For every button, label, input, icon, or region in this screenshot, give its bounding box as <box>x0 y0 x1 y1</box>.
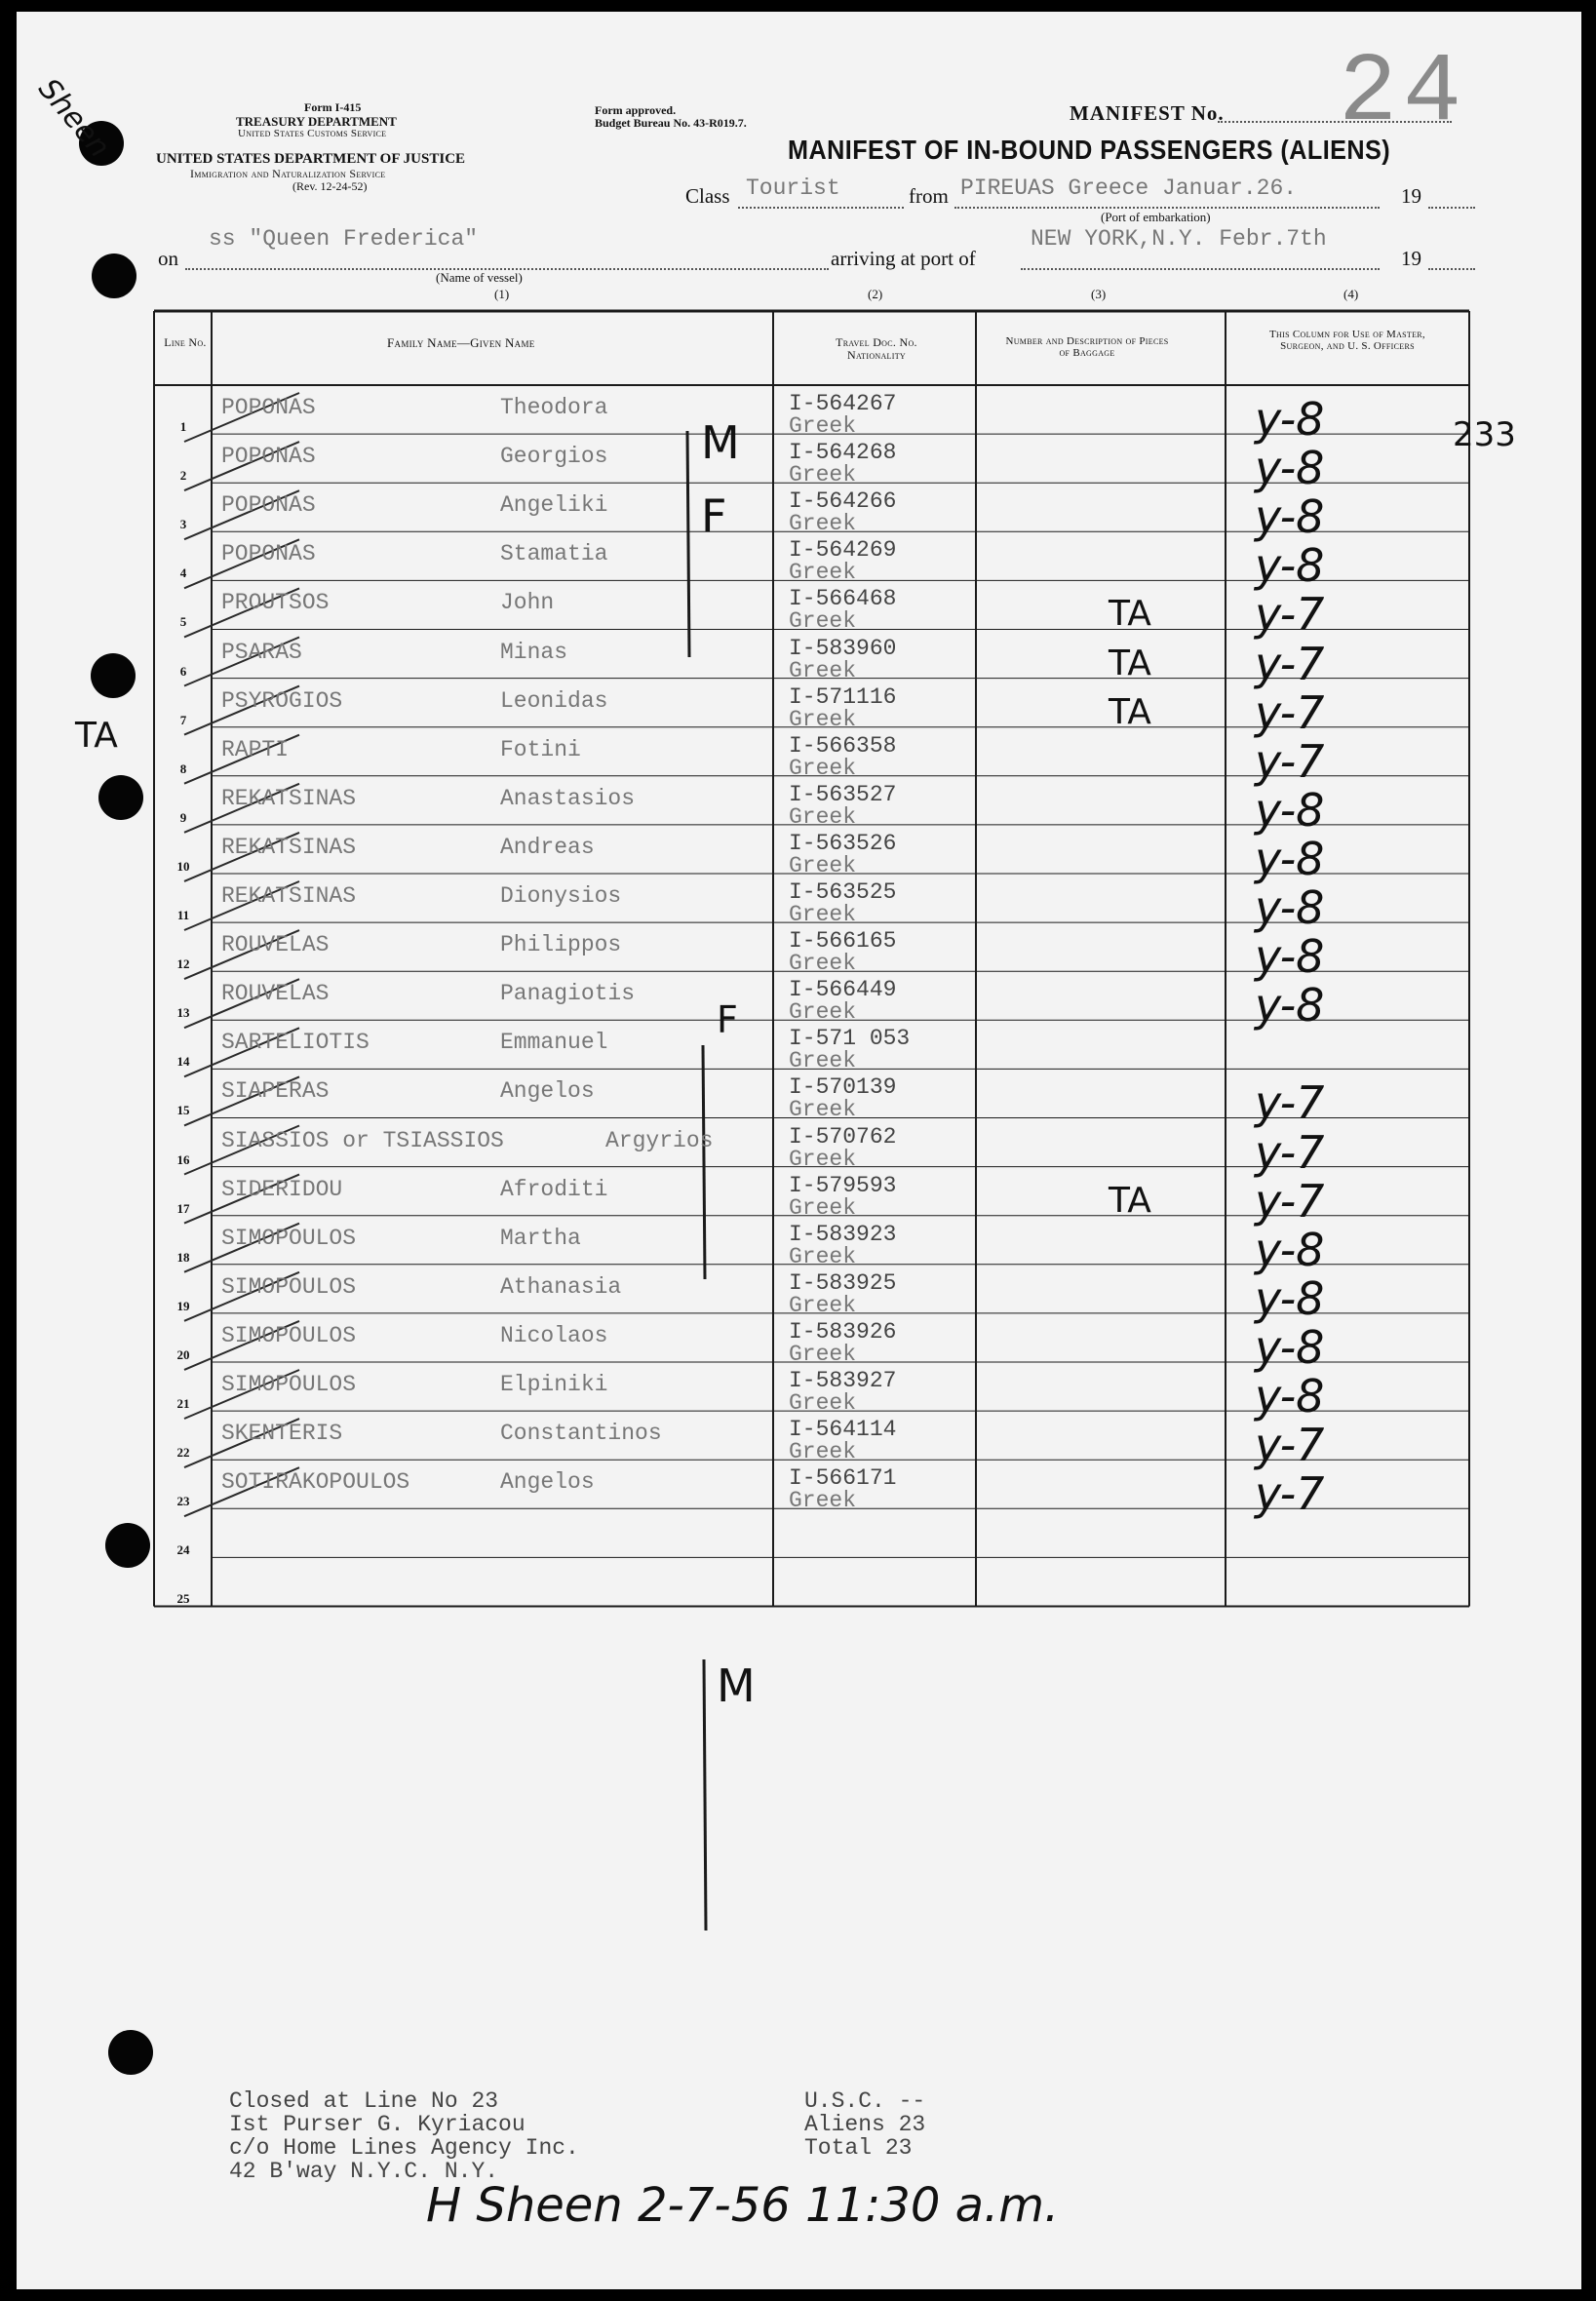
passenger-family-name: SKENTERIS <box>221 1421 343 1447</box>
line-number: 7 <box>179 712 187 727</box>
customs-service: United States Customs Service <box>238 128 387 139</box>
nationality: Greek <box>789 608 857 635</box>
line-number: 22 <box>176 1445 190 1461</box>
line-number: 11 <box>176 908 190 922</box>
line-number: 13 <box>176 1005 190 1021</box>
passenger-family-name: REKATSINAS <box>221 883 357 909</box>
passenger-given-name: Elpiniki <box>500 1372 608 1397</box>
totals-line-1: U.S.C. -- <box>804 2088 926 2114</box>
col-header-travel: Travel Doc. No. Nationality <box>836 335 917 362</box>
rev-date: (Rev. 12-24-52) <box>292 179 368 193</box>
totals-line-3: Total 23 <box>804 2135 913 2161</box>
passenger-family-name: SARTELIOTIS <box>221 1030 370 1056</box>
line-number: 19 <box>176 1298 190 1313</box>
officer-mark: y-7 <box>1255 1467 1325 1521</box>
officer-mark: y-8 <box>1255 832 1325 885</box>
passenger-family-name: SIMOPOULOS <box>221 1322 357 1348</box>
passenger-family-name: REKATSINAS <box>221 834 357 860</box>
closing-line-4: 42 B'way N.Y.C. N.Y. <box>229 2159 499 2184</box>
arriving-value: NEW YORK,N.Y. Febr.7th <box>1031 226 1327 252</box>
passenger-family-name: POPONAS <box>221 541 316 567</box>
manifest-sheet <box>17 12 1581 2289</box>
nationality: Greek <box>789 462 857 488</box>
passenger-family-name: PSARAS <box>221 639 302 665</box>
closing-line-1: Closed at Line No 23 <box>229 2088 499 2114</box>
embarkation-caption: (Port of embarkation) <box>1101 210 1211 224</box>
class-label: Class <box>685 184 730 208</box>
officer-mark: y-8 <box>1255 1320 1325 1374</box>
nationality: Greek <box>789 852 857 878</box>
travel-doc-number: I-583926 <box>789 1318 897 1345</box>
nationality: Greek <box>789 657 857 683</box>
form-approved: Form approved. <box>595 103 677 117</box>
travel-doc-number: I-566171 <box>789 1465 897 1492</box>
officer-mark: y-7 <box>1255 637 1325 690</box>
baggage-ta: TA <box>1109 594 1151 635</box>
officer-mark: y-8 <box>1255 539 1325 593</box>
baggage-ta: TA <box>1109 643 1151 683</box>
passenger-given-name: Panagiotis <box>500 981 636 1007</box>
from-value: PIREUAS Greece Januar.26. <box>960 176 1298 201</box>
passenger-given-name: Minas <box>500 639 568 665</box>
line-number: 10 <box>176 858 190 874</box>
line-number: 21 <box>176 1396 190 1411</box>
travel-doc-number: I-583925 <box>789 1269 897 1296</box>
travel-doc-number: I-583960 <box>789 635 897 661</box>
nationality: Greek <box>789 999 857 1026</box>
baggage-ta: TA <box>1109 1180 1151 1221</box>
travel-doc-number: I-571 053 <box>789 1026 911 1052</box>
year-label: 19 <box>1401 184 1421 208</box>
passenger-family-name: POPONAS <box>221 395 316 420</box>
col-header-name: Family Name—Given Name <box>387 335 535 350</box>
nationality: Greek <box>789 706 857 732</box>
passenger-family-name: SIMOPOULOS <box>221 1273 357 1300</box>
manifest-title: MANIFEST OF IN-BOUND PASSENGERS (ALIENS) <box>788 135 1391 165</box>
nationality: Greek <box>789 560 857 586</box>
line-number: 6 <box>179 663 187 679</box>
passenger-given-name: Dionysios <box>500 883 622 909</box>
officer-mark: y-8 <box>1255 783 1325 837</box>
travel-doc-number: I-563525 <box>789 879 897 905</box>
group-mark-m1: M <box>701 416 740 469</box>
passenger-given-name: Theodora <box>500 395 608 420</box>
passenger-family-name: REKATSINAS <box>221 785 357 811</box>
line-number: 15 <box>176 1103 190 1118</box>
nationality: Greek <box>789 803 857 830</box>
officer-mark: y-8 <box>1255 393 1325 446</box>
travel-doc-number: I-563526 <box>789 830 897 856</box>
officer-mark: y-8 <box>1255 1370 1325 1423</box>
vessel-name: ss "Queen Frederica" <box>209 226 479 252</box>
group-bracket <box>703 1045 705 1279</box>
passenger-given-name: Anastasios <box>500 785 636 811</box>
group-mark-f2: F <box>717 998 738 1041</box>
passenger-given-name: Afroditi <box>500 1176 608 1202</box>
from-label: from <box>909 184 949 208</box>
vessel-caption: (Name of vessel) <box>436 270 523 285</box>
travel-doc-number: I-579593 <box>789 1172 897 1198</box>
nationality: Greek <box>789 1439 857 1465</box>
margin-ta: TA <box>75 716 118 756</box>
col-header-baggage: Number and Description of Pieces of Baggage <box>1005 335 1169 359</box>
nationality: Greek <box>789 1292 857 1318</box>
line-number: 18 <box>176 1249 190 1265</box>
nationality: Greek <box>789 1341 857 1367</box>
col-header-line: Line No. <box>164 335 207 349</box>
travel-doc-number: I-570139 <box>789 1074 897 1101</box>
passenger-given-name: John <box>500 590 555 616</box>
passenger-family-name: SIDERIDOU <box>221 1176 343 1202</box>
manifest-number-label: MANIFEST No. <box>1070 101 1225 125</box>
nationality: Greek <box>789 1048 857 1074</box>
line-number: 1 <box>179 419 187 434</box>
officer-mark: y-7 <box>1255 588 1325 642</box>
passenger-given-name: Athanasia <box>500 1273 622 1300</box>
passenger-given-name: Stamatia <box>500 541 608 567</box>
officer-mark: y-7 <box>1255 685 1325 739</box>
travel-doc-number: I-566358 <box>789 732 897 759</box>
travel-doc-number: I-564269 <box>789 537 897 564</box>
treasury-dept: TREASURY DEPARTMENT <box>236 114 397 129</box>
officer-mark: y-8 <box>1255 1271 1325 1325</box>
travel-doc-number: I-566165 <box>789 928 897 955</box>
line-number: 25 <box>176 1591 190 1607</box>
passenger-given-name: Fotini <box>500 736 581 762</box>
nationality: Greek <box>789 1146 857 1172</box>
nationality: Greek <box>789 413 857 439</box>
officer-mark: y-8 <box>1255 930 1325 984</box>
line-number: 23 <box>176 1494 190 1509</box>
nationality: Greek <box>789 511 857 537</box>
passenger-family-name: SIMOPOULOS <box>221 1372 357 1397</box>
nationality: Greek <box>789 951 857 977</box>
group-mark-f1: F <box>701 489 727 542</box>
passenger-given-name: Philippos <box>500 932 622 958</box>
officer-mark: y-8 <box>1255 979 1325 1033</box>
nationality: Greek <box>789 1243 857 1269</box>
col-number-1: (1) <box>494 287 510 301</box>
ins-service: Immigration and Naturalization Service <box>190 167 386 180</box>
bottom-signature: H Sheen 2-7-56 11:30 a.m. <box>426 2178 1060 2233</box>
officer-mark: y-7 <box>1255 1419 1325 1472</box>
nationality: Greek <box>789 755 857 781</box>
travel-doc-number: I-583927 <box>789 1368 897 1393</box>
manifest-number: 24 <box>1339 39 1468 149</box>
line-number: 2 <box>179 468 187 484</box>
col-header-officers: This Column for Use of Master, Surgeon, and U. S. Officers <box>1269 329 1425 352</box>
group-bracket <box>704 1659 706 1930</box>
travel-doc-number: I-564267 <box>789 391 897 416</box>
line-number: 9 <box>179 809 187 825</box>
closing-line-2: Ist Purser G. Kyriacou <box>229 2112 526 2137</box>
form-number: Form I-415 <box>304 100 362 114</box>
col-number-3: (3) <box>1091 287 1107 301</box>
passenger-given-name: Leonidas <box>500 687 608 714</box>
nationality: Greek <box>789 1488 857 1514</box>
passenger-family-name: SIASSIOS or TSIASSIOS <box>221 1127 504 1153</box>
passenger-family-name: PSYROGIOS <box>221 687 343 714</box>
line-number: 12 <box>176 956 190 972</box>
col-number-2: (2) <box>868 287 883 301</box>
nationality: Greek <box>789 1390 857 1416</box>
budget-bureau: Budget Bureau No. 43-R019.7. <box>595 116 747 130</box>
officer-mark: y-8 <box>1255 490 1325 544</box>
travel-doc-number: I-564266 <box>789 488 897 515</box>
passenger-given-name: Angelos <box>500 1469 595 1496</box>
officer-mark: y-8 <box>1255 442 1325 495</box>
line-number: 4 <box>179 566 187 581</box>
col-number-4: (4) <box>1343 287 1359 301</box>
passenger-given-name: Nicolaos <box>500 1322 608 1348</box>
baggage-ta: TA <box>1109 691 1151 732</box>
group-bracket <box>687 431 689 657</box>
passenger-family-name: SIAPERAS <box>221 1078 330 1105</box>
travel-doc-number: I-571116 <box>789 683 897 710</box>
closing-line-3: c/o Home Lines Agency Inc. <box>229 2135 579 2161</box>
class-value: Tourist <box>746 176 840 201</box>
travel-doc-number: I-564268 <box>789 440 897 466</box>
travel-doc-number: I-563527 <box>789 781 897 807</box>
line-number: 17 <box>176 1200 190 1216</box>
officer-mark: y-7 <box>1255 1076 1325 1130</box>
passenger-family-name: PROUTSOS <box>221 590 330 616</box>
line-number: 16 <box>176 1151 190 1167</box>
group-mark-m2: M <box>717 1659 756 1712</box>
passenger-family-name: SOTIRAKOPOULOS <box>221 1469 410 1496</box>
travel-doc-number: I-566468 <box>789 586 897 612</box>
nationality: Greek <box>789 1194 857 1221</box>
passenger-given-name: Constantinos <box>500 1421 662 1447</box>
line-number: 14 <box>176 1054 190 1070</box>
passenger-given-name: Argyrios <box>605 1127 714 1153</box>
officer-mark: y-7 <box>1255 1125 1325 1179</box>
passenger-given-name: Angelos <box>500 1078 595 1105</box>
line-number: 5 <box>179 614 187 630</box>
totals-line-2: Aliens 23 <box>804 2112 926 2137</box>
passenger-given-name: Andreas <box>500 834 595 860</box>
passenger-family-name: POPONAS <box>221 492 316 519</box>
officer-mark: y-8 <box>1255 881 1325 934</box>
arriving-label: arriving at port of <box>831 247 976 270</box>
travel-doc-number: I-566449 <box>789 977 897 1003</box>
line-number: 24 <box>176 1542 190 1558</box>
line-number: 3 <box>179 517 187 532</box>
line-number: 8 <box>179 760 187 776</box>
passenger-family-name: ROUVELAS <box>221 981 330 1007</box>
officer-mark: y-7 <box>1255 1174 1325 1228</box>
passenger-given-name: Martha <box>500 1225 581 1251</box>
on-label: on <box>158 247 178 270</box>
year-label-2: 19 <box>1401 247 1421 270</box>
passenger-family-name: RAPTI <box>221 736 290 762</box>
passenger-given-name: Angeliki <box>500 492 608 519</box>
officer-mark: y-8 <box>1255 1223 1325 1276</box>
officer-mark: y-7 <box>1255 734 1325 788</box>
travel-doc-number: I-583923 <box>789 1221 897 1247</box>
line-number: 20 <box>176 1346 190 1362</box>
side-page-number: 233 <box>1453 415 1516 454</box>
travel-doc-number: I-564114 <box>789 1417 897 1443</box>
nationality: Greek <box>789 1097 857 1123</box>
nationality: Greek <box>789 902 857 927</box>
travel-doc-number: I-570762 <box>789 1123 897 1150</box>
passenger-given-name: Emmanuel <box>500 1030 608 1056</box>
passenger-family-name: ROUVELAS <box>221 932 330 958</box>
passenger-given-name: Georgios <box>500 444 608 470</box>
corner-handwriting: Sheen <box>31 72 117 165</box>
passenger-family-name: SIMOPOULOS <box>221 1225 357 1251</box>
passenger-family-name: POPONAS <box>221 444 316 470</box>
justice-dept: UNITED STATES DEPARTMENT OF JUSTICE <box>156 151 466 167</box>
